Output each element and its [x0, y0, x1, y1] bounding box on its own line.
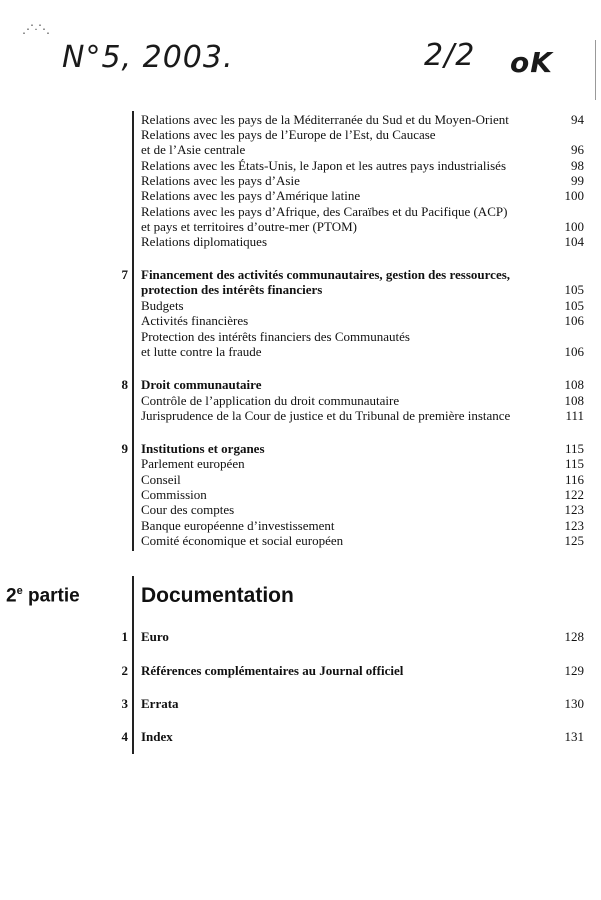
section-number: 8 [121, 377, 128, 392]
toc-entry: et de l’Asie centrale 96 [141, 142, 584, 157]
toc-entry: Relations avec les pays d’Afrique, des Caraïbes et du Pacifique (ACP) [141, 204, 508, 219]
handwritten-ok-mark: oK [510, 46, 553, 79]
toc-rule-part1 [132, 111, 134, 551]
toc-entry: Cour des comptes 123 [141, 502, 584, 517]
toc-entry: Banque européenne d’investissement 123 [141, 518, 584, 533]
section-title: Droit communautaire 108 [141, 377, 584, 392]
toc-entry: Jurisprudence de la Cour de justice et du Tribunal de première instance 111 [141, 408, 584, 423]
toc-entry: Conseil 116 [141, 472, 584, 487]
toc-entry: Index 131 [141, 729, 584, 744]
page-edge-line [595, 40, 596, 100]
toc-entry: Relations avec les États-Unis, le Japon et les autres pays industrialisés 98 [141, 158, 584, 173]
toc-entry: Activités financières 106 [141, 313, 584, 328]
scan-mark: ⋰·⋱ [22, 22, 50, 36]
entry-number: 4 [121, 729, 128, 744]
toc-entry: et pays et territoires d’outre-mer (PTOM) 100 [141, 219, 584, 234]
toc-entry: Protection des intérêts financiers des Communautés [141, 329, 410, 344]
toc-entry: Relations avec les pays d’Amérique latine 100 [141, 188, 584, 203]
handwritten-page-count: 2/2 [424, 38, 476, 73]
part-2-title: Documentation [141, 584, 294, 607]
handwritten-issue-number: N°5, 2003. [62, 40, 234, 75]
entry-number: 1 [121, 629, 128, 644]
section-title-cont: protection des intérêts financiers 105 [141, 282, 584, 297]
toc-entry: et lutte contre la fraude 106 [141, 344, 584, 359]
toc-entry: Commission 122 [141, 487, 584, 502]
toc-entry: Relations diplomatiques 104 [141, 234, 584, 249]
toc-entry: Références complémentaires au Journal officiel 129 [141, 663, 584, 678]
section-title: Financement des activités communautaires, gestion des ressources, [141, 267, 511, 282]
toc-entry: Relations avec les pays d’Asie 99 [141, 173, 584, 188]
toc-entry: Euro 128 [141, 629, 584, 644]
toc-entry: Contrôle de l’application du droit communautaire 108 [141, 393, 584, 408]
toc-entry: Comité économique et social européen 125 [141, 533, 584, 548]
section-number: 9 [121, 441, 128, 456]
section-title: Institutions et organes 115 [141, 441, 584, 456]
toc-entry: Relations avec les pays de l’Europe de l’Est, du Caucase [141, 127, 436, 142]
toc-entry: Budgets 105 [141, 298, 584, 313]
toc-entry: Parlement européen 115 [141, 456, 584, 471]
entry-number: 3 [121, 696, 128, 711]
toc-entry: Errata 130 [141, 696, 584, 711]
section-number: 7 [121, 267, 128, 282]
toc-rule-part2 [132, 576, 134, 754]
toc-entry: Relations avec les pays de la Méditerranée du Sud et du Moyen-Orient 94 [141, 112, 584, 127]
part-2-label: 2e partie [6, 585, 80, 607]
entry-number: 2 [121, 663, 128, 678]
